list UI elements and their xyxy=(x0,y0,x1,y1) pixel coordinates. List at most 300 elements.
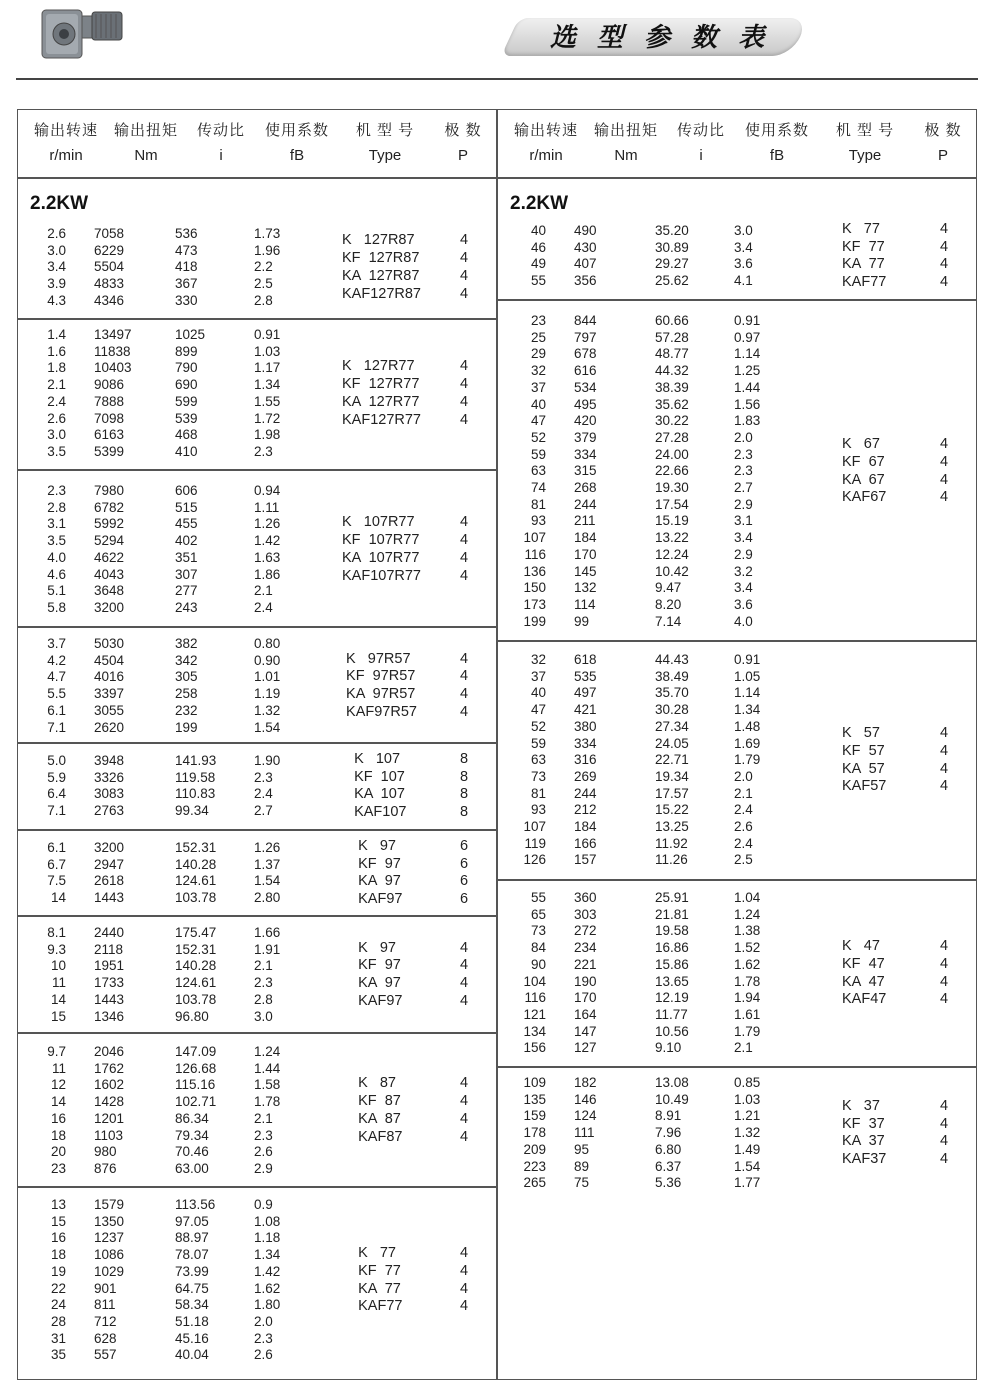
pole-count: 6 xyxy=(460,891,469,908)
model-type: KF 37 xyxy=(842,1115,885,1132)
speed-cell: 5.9 xyxy=(47,769,66,785)
table-row xyxy=(508,802,808,819)
pole-count: 6 xyxy=(460,855,469,872)
table-row xyxy=(28,975,328,992)
pole-count: 4 xyxy=(460,1093,469,1109)
speed-cell: 109 xyxy=(523,1075,546,1090)
ratio-cell: 103.78 xyxy=(175,890,217,906)
ratio-cell: 38.49 xyxy=(655,668,689,684)
torque-cell: 844 xyxy=(574,313,597,328)
pole-count: 4 xyxy=(940,724,949,741)
torque-cell: 269 xyxy=(574,768,597,784)
ratio-cell: 58.34 xyxy=(175,1297,209,1313)
torque-cell: 95 xyxy=(574,1141,590,1157)
factor-cell: 1.21 xyxy=(734,1108,761,1124)
table-row xyxy=(508,430,808,447)
torque-cell: 618 xyxy=(574,652,597,667)
table-row xyxy=(508,990,808,1007)
torque-cell: 211 xyxy=(574,513,596,529)
factor-cell: 2.0 xyxy=(254,1313,273,1329)
table-row xyxy=(508,547,808,564)
speed-cell: 14 xyxy=(50,1094,66,1110)
factor-cell: 2.2 xyxy=(254,259,273,275)
group-divider xyxy=(17,1186,497,1188)
factor-cell: 3.4 xyxy=(734,239,753,255)
speed-cell: 4.2 xyxy=(47,652,66,668)
ratio-cell: 70.46 xyxy=(175,1144,209,1160)
torque-cell: 7098 xyxy=(94,410,125,426)
torque-cell: 4016 xyxy=(94,669,125,685)
table-row xyxy=(28,226,328,243)
ratio-cell: 418 xyxy=(175,259,198,275)
torque-cell: 3397 xyxy=(94,686,125,702)
ratio-cell: 44.43 xyxy=(655,652,689,667)
speed-cell: 6.1 xyxy=(47,840,66,855)
speed-cell: 18 xyxy=(50,1127,66,1143)
factor-cell: 1.86 xyxy=(254,566,281,582)
torque-cell: 124 xyxy=(574,1108,597,1124)
model-type: KF 77 xyxy=(842,238,885,255)
speed-cell: 173 xyxy=(523,596,546,612)
speed-cell: 35 xyxy=(50,1347,66,1363)
torque-cell: 184 xyxy=(574,530,597,546)
table-row xyxy=(508,719,808,736)
speed-cell: 49 xyxy=(530,256,546,272)
factor-cell: 0.80 xyxy=(254,636,281,651)
pole-count: 6 xyxy=(460,873,469,890)
factor-cell: 4.1 xyxy=(734,273,753,289)
speed-cell: 7.1 xyxy=(47,719,66,735)
pole-count: 4 xyxy=(460,285,469,302)
speed-cell: 4.3 xyxy=(47,292,66,308)
factor-cell: 1.66 xyxy=(254,925,281,940)
ratio-cell: 12.24 xyxy=(655,546,689,562)
table-row xyxy=(508,256,808,273)
ratio-cell: 19.34 xyxy=(655,768,689,784)
torque-cell: 712 xyxy=(94,1313,117,1329)
group-divider xyxy=(17,829,497,831)
factor-cell: 1.48 xyxy=(734,718,761,734)
speed-cell: 156 xyxy=(523,1040,546,1056)
table-row xyxy=(28,890,328,907)
torque-cell: 3055 xyxy=(94,702,125,718)
factor-cell: 1.05 xyxy=(734,668,761,684)
pole-count: 4 xyxy=(460,686,469,703)
speed-cell: 1.8 xyxy=(47,360,66,376)
table-row xyxy=(508,769,808,786)
speed-cell: 4.7 xyxy=(47,669,66,685)
speed-cell: 46 xyxy=(530,239,546,255)
factor-cell: 1.62 xyxy=(254,1280,281,1296)
torque-cell: 221 xyxy=(574,956,597,972)
table-row xyxy=(508,1142,808,1159)
ratio-cell: 19.58 xyxy=(655,923,689,939)
table-row xyxy=(28,293,328,310)
speed-cell: 7.1 xyxy=(47,803,66,819)
speed-cell: 15 xyxy=(50,1008,66,1024)
factor-cell: 3.4 xyxy=(734,530,753,546)
factor-cell: 1.69 xyxy=(734,735,761,751)
factor-cell: 1.32 xyxy=(734,1125,761,1141)
ratio-cell: 382 xyxy=(175,636,198,651)
ratio-cell: 473 xyxy=(175,242,198,258)
pole-count: 4 xyxy=(460,567,469,584)
ratio-cell: 11.92 xyxy=(655,835,688,851)
torque-cell: 2618 xyxy=(94,873,125,889)
table-row xyxy=(508,907,808,924)
table-row xyxy=(28,1128,328,1145)
ratio-cell: 126.68 xyxy=(175,1060,217,1076)
speed-cell: 90 xyxy=(530,956,546,972)
speed-cell: 2.6 xyxy=(47,226,66,241)
torque-cell: 2440 xyxy=(94,925,125,940)
factor-cell: 1.79 xyxy=(734,752,761,768)
table-row xyxy=(508,580,808,597)
ratio-cell: 10.42 xyxy=(655,563,689,579)
ratio-cell: 30.28 xyxy=(655,702,689,718)
torque-cell: 9086 xyxy=(94,377,125,393)
factor-cell: 2.6 xyxy=(254,1347,273,1363)
torque-cell: 157 xyxy=(574,852,597,868)
table-row xyxy=(28,259,328,276)
model-type: KF 87 xyxy=(342,1093,401,1109)
factor-cell: 1.34 xyxy=(254,377,281,393)
speed-cell: 52 xyxy=(530,718,546,734)
factor-cell: 1.44 xyxy=(734,379,761,395)
torque-cell: 678 xyxy=(574,346,597,362)
speed-cell: 22 xyxy=(50,1280,66,1296)
table-row xyxy=(508,1040,808,1057)
table-row xyxy=(508,836,808,853)
pole-count: 8 xyxy=(460,768,469,785)
speed-cell: 2.3 xyxy=(47,483,66,498)
model-type: KF 97 xyxy=(342,855,401,872)
model-type: K 87 xyxy=(342,1075,396,1092)
speed-cell: 6.7 xyxy=(47,856,66,872)
speed-cell: 65 xyxy=(530,906,546,922)
pole-count: 8 xyxy=(460,786,469,803)
ratio-cell: 25.62 xyxy=(655,273,689,289)
speed-cell: 1.4 xyxy=(47,327,66,342)
ratio-cell: 140.28 xyxy=(175,856,217,872)
torque-cell: 1579 xyxy=(94,1197,125,1212)
ratio-cell: 536 xyxy=(175,226,198,241)
torque-cell: 2118 xyxy=(94,941,124,957)
pole-count: 4 xyxy=(460,267,469,284)
factor-cell: 1.58 xyxy=(254,1077,281,1093)
factor-cell: 2.0 xyxy=(734,768,753,784)
speed-cell: 121 xyxy=(523,1006,546,1022)
speed-cell: 37 xyxy=(530,379,546,395)
group-divider xyxy=(17,318,497,320)
torque-cell: 164 xyxy=(574,1006,597,1022)
table-row xyxy=(28,533,328,550)
ratio-cell: 13.22 xyxy=(655,530,689,546)
model-type: KA 57 xyxy=(842,760,885,777)
ratio-cell: 10.56 xyxy=(655,1023,689,1039)
speed-cell: 4.0 xyxy=(47,549,66,565)
pole-count: 4 xyxy=(460,1128,469,1145)
factor-cell: 2.3 xyxy=(254,1330,273,1346)
speed-cell: 8.1 xyxy=(47,925,66,940)
speed-cell: 9.3 xyxy=(47,941,66,957)
col-header-type: 机 型 号 Type xyxy=(835,122,895,164)
pole-count: 4 xyxy=(460,376,469,392)
pole-count: 4 xyxy=(940,238,949,255)
table-row xyxy=(28,753,328,770)
table-row xyxy=(508,1024,808,1041)
pole-count: 4 xyxy=(940,973,949,990)
table-row xyxy=(28,516,328,533)
table-row xyxy=(28,1264,328,1281)
speed-cell: 116 xyxy=(524,546,546,562)
factor-cell: 3.0 xyxy=(734,223,753,238)
speed-cell: 7.5 xyxy=(47,873,66,889)
factor-cell: 1.24 xyxy=(254,1044,281,1059)
ratio-cell: 51.18 xyxy=(175,1313,209,1329)
factor-cell: 2.0 xyxy=(734,429,753,445)
torque-cell: 379 xyxy=(574,429,597,445)
table-row xyxy=(28,550,328,567)
ratio-cell: 410 xyxy=(175,443,198,459)
table-row xyxy=(508,752,808,769)
ratio-cell: 11.26 xyxy=(655,852,688,868)
table-row xyxy=(28,873,328,890)
table-row xyxy=(508,1108,808,1125)
table-row xyxy=(508,413,808,430)
ratio-cell: 38.39 xyxy=(655,379,689,395)
ratio-cell: 35.70 xyxy=(655,685,689,701)
col-header-torque: 输出扭矩 Nm xyxy=(113,122,178,164)
torque-cell: 6163 xyxy=(94,427,125,443)
model-type: K 127R87 xyxy=(342,232,415,249)
factor-cell: 3.1 xyxy=(734,513,753,529)
table-row xyxy=(28,1077,328,1094)
table-row xyxy=(28,377,328,394)
factor-cell: 1.54 xyxy=(734,1158,761,1174)
factor-cell: 1.26 xyxy=(254,516,281,532)
factor-cell: 1.91 xyxy=(254,941,281,957)
col-header-ratio: 传动比 i xyxy=(676,122,725,164)
table-row xyxy=(28,1281,328,1298)
pole-count: 4 xyxy=(460,411,469,428)
pole-count: 4 xyxy=(940,436,949,453)
table-row xyxy=(28,803,328,820)
speed-cell: 84 xyxy=(530,940,546,956)
pole-count: 4 xyxy=(940,778,949,795)
pole-count: 4 xyxy=(460,1110,469,1127)
table-row xyxy=(28,1297,328,1314)
table-row xyxy=(28,1044,328,1061)
speed-cell: 10 xyxy=(50,958,66,974)
speed-cell: 18 xyxy=(50,1247,66,1263)
model-type: K 67 xyxy=(842,436,880,453)
factor-cell: 2.9 xyxy=(734,496,753,512)
torque-cell: 1029 xyxy=(94,1263,125,1279)
ratio-cell: 63.00 xyxy=(175,1160,209,1176)
torque-cell: 234 xyxy=(574,940,597,956)
table-row xyxy=(28,483,328,500)
speed-cell: 19 xyxy=(50,1263,66,1279)
ratio-cell: 19.30 xyxy=(655,480,689,495)
factor-cell: 1.01 xyxy=(254,669,281,685)
pole-count: 4 xyxy=(460,1280,469,1297)
model-type: KAF87 xyxy=(342,1128,403,1145)
table-row xyxy=(508,890,808,907)
speed-cell: 3.1 xyxy=(47,516,66,532)
speed-cell: 24 xyxy=(50,1297,66,1313)
torque-cell: 4833 xyxy=(94,276,125,292)
ratio-cell: 29.27 xyxy=(655,256,689,272)
factor-cell: 1.72 xyxy=(254,410,281,426)
speed-cell: 265 xyxy=(523,1175,546,1191)
torque-cell: 4043 xyxy=(94,566,125,582)
factor-cell: 1.73 xyxy=(254,226,281,241)
ratio-cell: 96.80 xyxy=(175,1008,209,1024)
factor-cell: 2.1 xyxy=(254,1110,273,1126)
header-divider xyxy=(16,78,978,80)
speed-cell: 1.6 xyxy=(47,343,66,359)
ratio-cell: 57.28 xyxy=(655,329,689,345)
ratio-cell: 48.77 xyxy=(655,346,689,362)
table-row xyxy=(508,786,808,803)
table-row xyxy=(508,564,808,581)
speed-cell: 23 xyxy=(530,313,546,328)
pole-count: 4 xyxy=(940,742,949,759)
ratio-cell: 13.25 xyxy=(655,819,689,834)
speed-cell: 104 xyxy=(523,973,546,989)
speed-cell: 55 xyxy=(530,890,546,905)
torque-cell: 5030 xyxy=(94,636,125,651)
table-row xyxy=(508,273,808,290)
pole-count: 6 xyxy=(460,837,469,854)
ratio-cell: 243 xyxy=(175,599,198,615)
table-row xyxy=(508,480,808,497)
table-row xyxy=(508,447,808,464)
ratio-cell: 599 xyxy=(175,393,198,409)
ratio-cell: 102.71 xyxy=(175,1094,217,1110)
table-row xyxy=(508,669,808,686)
torque-cell: 244 xyxy=(574,496,597,512)
model-type: KAF97 xyxy=(342,891,403,908)
table-row xyxy=(28,427,328,444)
torque-cell: 2620 xyxy=(94,719,125,735)
factor-cell: 2.1 xyxy=(254,958,273,974)
factor-cell: 0.90 xyxy=(254,652,281,668)
speed-cell: 135 xyxy=(523,1091,546,1107)
speed-cell: 73 xyxy=(530,768,546,784)
torque-cell: 99 xyxy=(574,613,590,629)
model-type: K 97 xyxy=(342,939,396,956)
torque-cell: 1237 xyxy=(94,1230,125,1246)
ratio-cell: 9.47 xyxy=(655,580,682,596)
ratio-cell: 27.28 xyxy=(655,429,689,445)
factor-cell: 1.32 xyxy=(254,702,281,718)
factor-cell: 2.9 xyxy=(734,546,753,562)
factor-cell: 2.8 xyxy=(254,292,273,308)
ratio-cell: 124.61 xyxy=(175,873,217,889)
factor-cell: 0.9 xyxy=(254,1197,273,1212)
factor-cell: 4.0 xyxy=(734,613,753,629)
speed-cell: 29 xyxy=(530,346,546,362)
torque-cell: 212 xyxy=(574,802,597,818)
torque-cell: 3083 xyxy=(94,786,125,802)
model-type: KAF107 xyxy=(342,804,407,821)
table-row xyxy=(508,513,808,530)
table-row xyxy=(28,686,328,703)
speed-cell: 5.5 xyxy=(47,686,66,702)
torque-cell: 1346 xyxy=(94,1008,125,1024)
pole-count: 4 xyxy=(940,955,949,972)
speed-cell: 31 xyxy=(50,1330,66,1346)
speed-cell: 52 xyxy=(530,429,546,445)
model-type: K 97R57 xyxy=(342,650,411,667)
gearmotor-logo xyxy=(40,4,126,62)
speed-cell: 55 xyxy=(530,273,546,289)
table-row xyxy=(28,1161,328,1178)
ratio-cell: 8.91 xyxy=(655,1108,682,1124)
table-row xyxy=(28,1009,328,1026)
col-header-speed: 输出转速 r/min xyxy=(33,122,98,164)
ratio-cell: 88.97 xyxy=(175,1230,209,1246)
col-header-speed: 输出转速 r/min xyxy=(513,122,578,164)
torque-cell: 10403 xyxy=(94,360,132,376)
ratio-cell: 21.81 xyxy=(655,906,689,922)
factor-cell: 1.03 xyxy=(734,1091,761,1107)
factor-cell: 1.19 xyxy=(254,686,281,702)
col-header-factor: 使用系数 fB xyxy=(744,122,809,164)
model-type: K 127R77 xyxy=(342,358,415,375)
ratio-cell: 5.36 xyxy=(655,1175,682,1191)
factor-cell: 2.5 xyxy=(734,852,753,868)
table-row xyxy=(28,394,328,411)
model-type: KAF97R57 xyxy=(342,703,417,720)
ratio-cell: 17.54 xyxy=(655,496,689,512)
speed-cell: 5.0 xyxy=(47,753,66,768)
speed-cell: 2.8 xyxy=(47,499,66,515)
factor-cell: 1.56 xyxy=(734,396,761,412)
torque-cell: 534 xyxy=(574,379,597,395)
ratio-cell: 1025 xyxy=(175,327,206,342)
torque-cell: 1201 xyxy=(94,1110,125,1126)
factor-cell: 1.44 xyxy=(254,1060,281,1076)
torque-cell: 1086 xyxy=(94,1247,125,1263)
factor-cell: 1.26 xyxy=(254,840,281,855)
pole-count: 8 xyxy=(460,804,469,821)
factor-cell: 1.98 xyxy=(254,427,281,443)
speed-cell: 134 xyxy=(523,1023,546,1039)
ratio-cell: 24.00 xyxy=(655,446,689,462)
speed-cell: 16 xyxy=(50,1110,66,1126)
speed-cell: 3.4 xyxy=(47,259,66,275)
col-header-pole: 极 数 P xyxy=(924,122,962,164)
factor-cell: 1.96 xyxy=(254,242,281,258)
model-type: KAF37 xyxy=(842,1151,887,1168)
torque-cell: 1350 xyxy=(94,1213,125,1229)
table-row xyxy=(508,1175,808,1192)
table-row xyxy=(508,497,808,514)
speed-cell: 11 xyxy=(51,1060,66,1076)
model-type: KF 97 xyxy=(342,957,401,974)
factor-cell: 1.55 xyxy=(254,393,281,409)
torque-cell: 89 xyxy=(574,1158,590,1174)
speed-cell: 5.8 xyxy=(47,599,66,615)
factor-cell: 1.17 xyxy=(254,360,281,376)
factor-cell: 0.94 xyxy=(254,483,281,498)
pole-count: 4 xyxy=(460,1244,469,1261)
factor-cell: 2.4 xyxy=(254,786,273,802)
torque-cell: 166 xyxy=(574,835,597,851)
